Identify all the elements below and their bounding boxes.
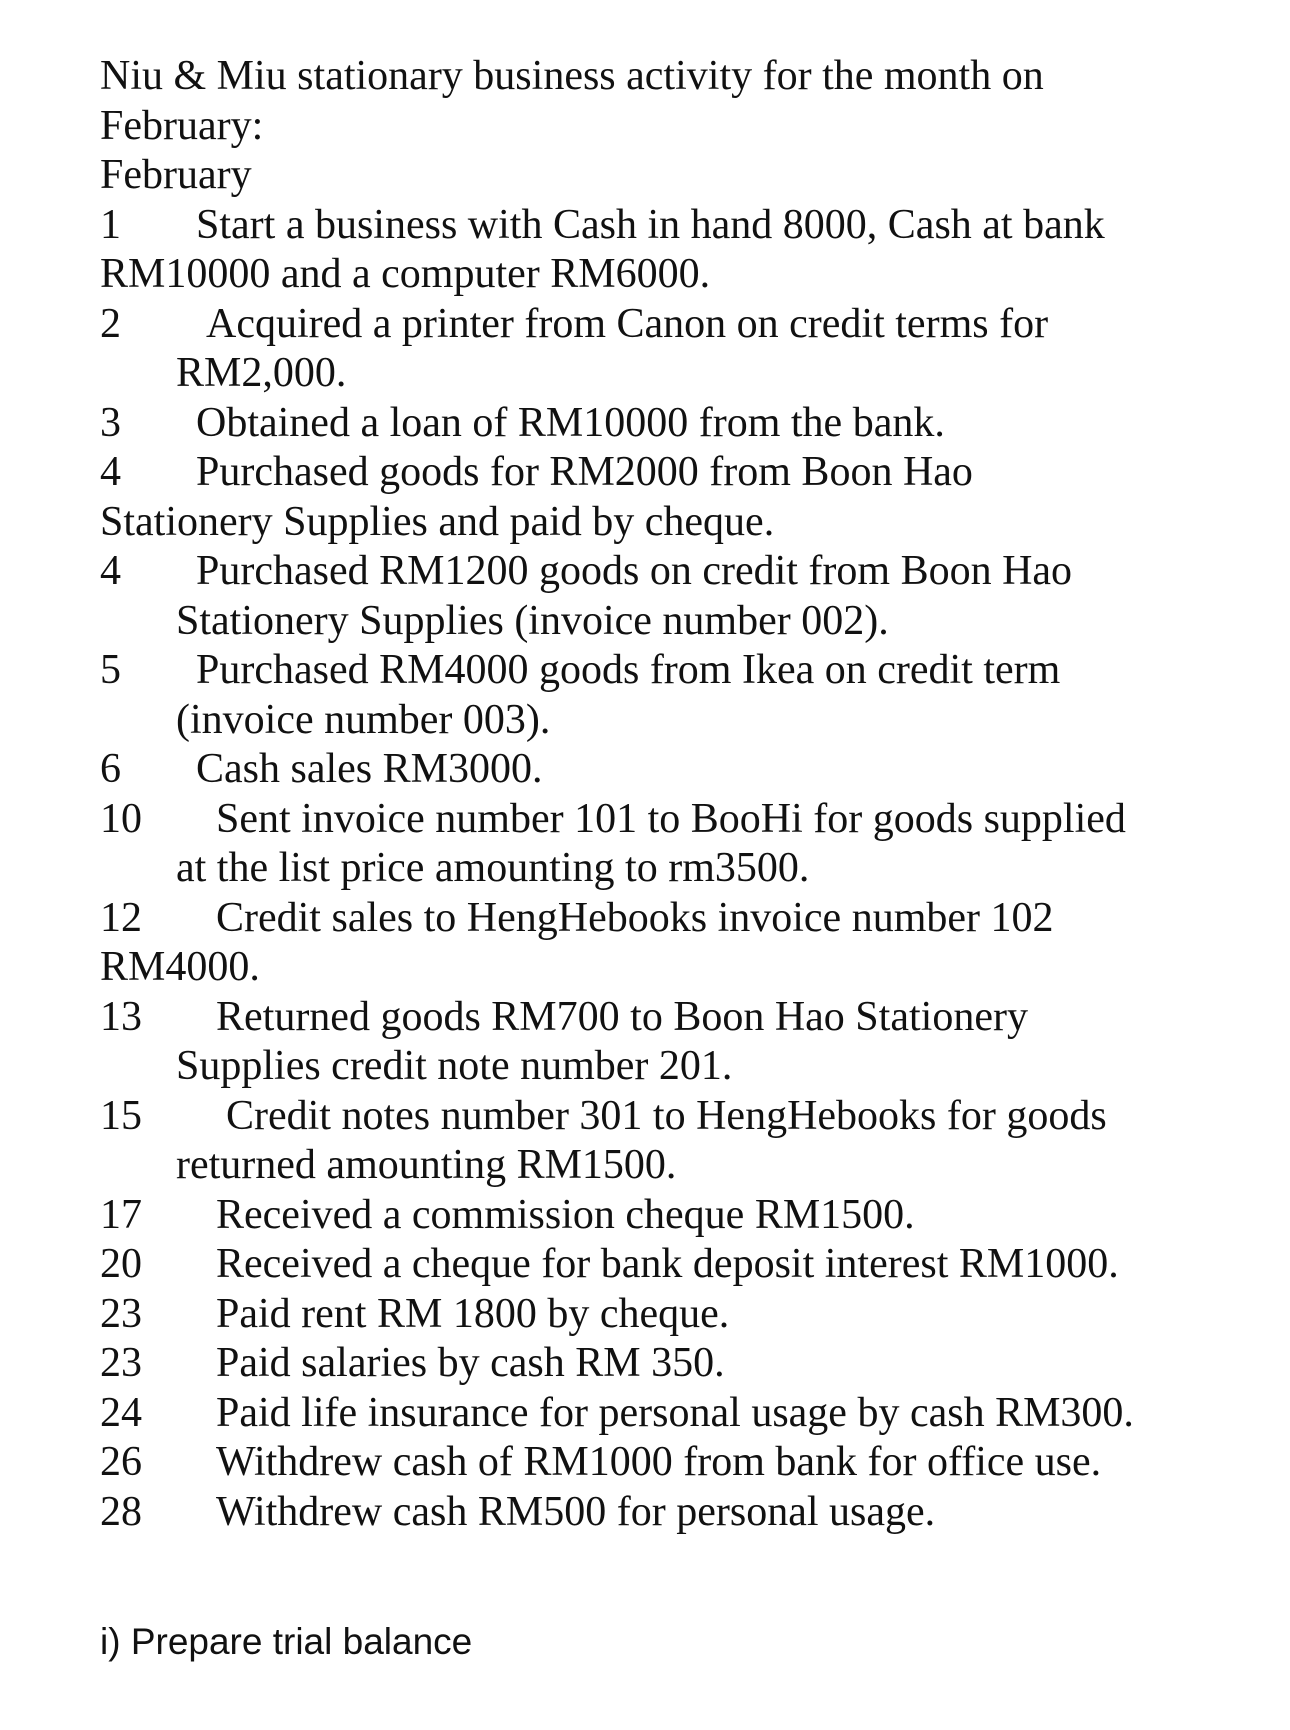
entry-feb-17 xyxy=(100,1191,1220,1241)
entry-text: Withdrew cash of RM1000 from bank for office use. xyxy=(216,1439,1102,1485)
entry-text: Received a cheque for bank deposit interest RM1000. xyxy=(216,1241,1119,1287)
entry-text-cont: RM4000. xyxy=(100,944,260,990)
entry-feb-28 xyxy=(100,1488,1220,1538)
entry-text: Paid life insurance for personal usage by cash RM300. xyxy=(216,1389,1134,1436)
entry-feb-23b xyxy=(100,1339,1220,1389)
entry-day: 23 xyxy=(100,1340,142,1386)
entry-feb-12 xyxy=(100,894,1220,993)
entry-feb-4b xyxy=(100,547,1220,646)
transaction-list xyxy=(100,52,1220,1537)
entry-day: 4 xyxy=(100,449,121,495)
entry-text-cont: (invoice number 003). xyxy=(176,696,551,743)
entry-text: Paid salaries by cash RM 350. xyxy=(216,1340,725,1386)
entry-text: Cash sales RM3000. xyxy=(196,746,543,792)
entry-day: 13 xyxy=(100,993,142,1040)
entry-text: Received a commission cheque RM1500. xyxy=(216,1191,915,1238)
entry-feb-6 xyxy=(100,745,1220,795)
entry-text: Start a business with Cash in hand 8000, Cash at bank xyxy=(196,201,1105,248)
entry-text: Paid rent RM 1800 by cheque. xyxy=(216,1290,730,1337)
entry-day: 26 xyxy=(100,1439,142,1485)
entry-text: Credit notes number 301 to HengHebooks for goods xyxy=(226,1092,1107,1139)
entry-text: Purchased goods for RM2000 from Boon Hao xyxy=(196,449,973,495)
entry-feb-3 xyxy=(100,399,1220,449)
entry-text: Purchased RM4000 goods from Ikea on credit term xyxy=(196,647,1061,693)
entry-text-cont: Stationery Supplies (invoice number 002). xyxy=(176,597,889,644)
entry-text: Obtained a loan of RM10000 from the bank. xyxy=(196,399,945,446)
entry-day: 6 xyxy=(100,746,121,792)
entry-day: 12 xyxy=(100,894,142,941)
title-line-2: February: xyxy=(100,102,264,149)
entry-day: 2 xyxy=(100,300,121,347)
entry-day: 28 xyxy=(100,1488,142,1535)
entry-day: 10 xyxy=(100,795,142,842)
entry-text: Sent invoice number 101 to BooHi for goods supplied xyxy=(216,795,1126,842)
entry-day: 17 xyxy=(100,1191,142,1238)
entry-day: 1 xyxy=(100,201,121,248)
entry-text-cont: Supplies credit note number 201. xyxy=(176,1043,733,1089)
month-heading: February xyxy=(100,152,252,198)
entry-text-cont: RM2,000. xyxy=(176,350,347,396)
title-line-1: Niu & Miu stationary business activity for the month on xyxy=(100,53,1044,99)
entry-text-cont: RM10000 and a computer RM6000. xyxy=(100,251,711,297)
entry-text-cont: at the list price amounting to rm3500. xyxy=(176,845,810,891)
entry-feb-23a xyxy=(100,1290,1220,1340)
entry-text-cont: Stationery Supplies and paid by cheque. xyxy=(100,498,775,545)
question-prompt: i) Prepare trial balance xyxy=(100,1621,473,1662)
entry-day: 3 xyxy=(100,399,121,446)
entry-day: 4 xyxy=(100,548,121,594)
entry-text: Acquired a printer from Canon on credit terms for xyxy=(206,300,1049,347)
entry-feb-13 xyxy=(100,993,1220,1092)
entry-text: Purchased RM1200 goods on credit from Boon Hao xyxy=(196,548,1073,594)
entry-feb-24 xyxy=(100,1389,1220,1439)
entry-feb-20 xyxy=(100,1240,1220,1290)
entry-text: Credit sales to HengHebooks invoice number 102 xyxy=(216,894,1054,941)
entry-feb-5 xyxy=(100,646,1220,745)
entry-text-cont: returned amounting RM1500. xyxy=(176,1142,677,1188)
entry-feb-15 xyxy=(100,1092,1220,1191)
entry-feb-2 xyxy=(100,300,1220,399)
entry-feb-4a xyxy=(100,448,1220,547)
entry-day: 5 xyxy=(100,647,121,693)
entry-day: 20 xyxy=(100,1241,142,1287)
entry-day: 24 xyxy=(100,1389,142,1436)
entry-feb-26 xyxy=(100,1438,1220,1488)
entry-day: 15 xyxy=(100,1092,142,1139)
entry-text: Returned goods RM700 to Boon Hao Stationery xyxy=(216,993,1028,1040)
entry-text: Withdrew cash RM500 for personal usage. xyxy=(216,1488,936,1535)
entry-feb-1 xyxy=(100,201,1220,300)
entry-day: 23 xyxy=(100,1290,142,1337)
entry-feb-10 xyxy=(100,795,1220,894)
